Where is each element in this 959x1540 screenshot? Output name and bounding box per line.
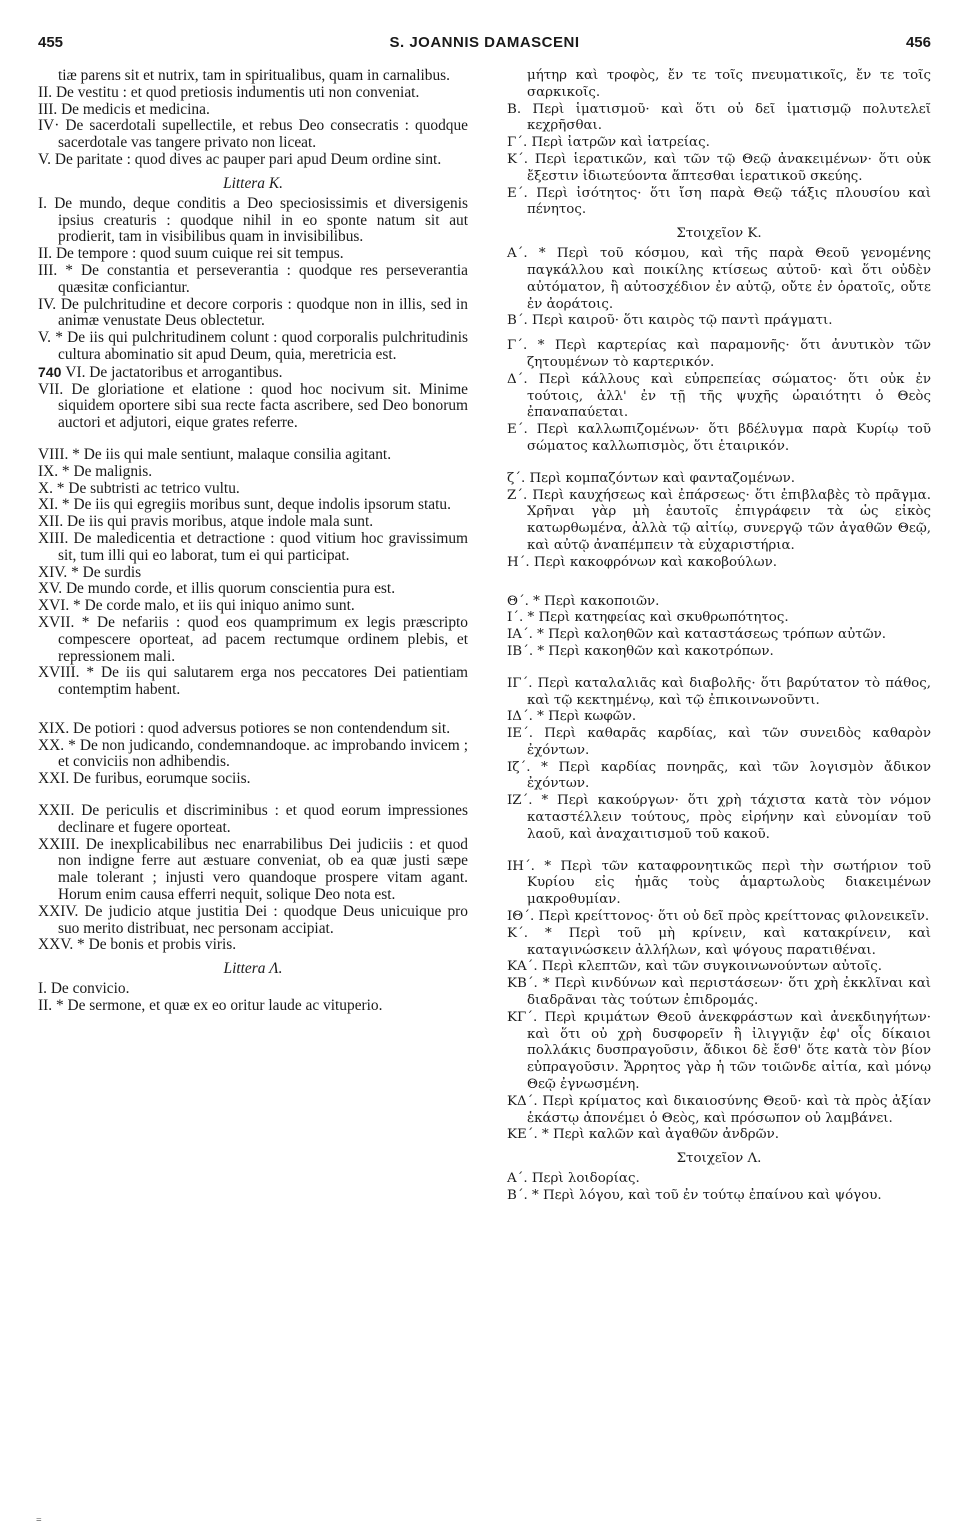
index-entry: XII. De iis qui pravis moribus, atque indole mala sunt. [38,513,374,531]
index-entry: I. De convicio. [38,980,130,998]
latin-block-7 [38,981,468,1015]
index-entry: XXV. * De bonis et probis viris. [38,936,237,954]
greek-block-2 [507,246,931,330]
index-entry: ΚΒ΄. * Περὶ κινδύνων καὶ περιστάσεων· ὅτι χρὴ ἐκκλῖναι καὶ διαδρᾶναι τὰς τούτων ἐπιδρομάς. [507,976,931,1009]
index-entry: Ιζ΄. * Περὶ καρδίας πονηρᾶς, καὶ τῶν λογισμὸν ἄδικον ἐχόντων. [507,759,931,792]
index-entry: XV. De mundo corde, et illis quorum conscientia pura est. [38,580,396,598]
left-page-number: 455 [38,34,64,51]
latin-heading-l: Littera Λ. [223,960,283,978]
index-entry: Γ΄. Περὶ ἰατρῶν καὶ ἰατρείας. [507,135,710,151]
index-entry: Ι΄. * Περὶ κατηφείας καὶ σκυθρωπότητος. [507,610,789,626]
index-entry: Β΄. * Περὶ λόγου, καὶ τοῦ ἐν τούτῳ ἐπαίνου καὶ ψόγου. [507,1188,882,1204]
right-page-number: 456 [905,34,931,51]
latin-entry-vi [38,364,468,382]
latin-block-6 [38,803,468,954]
latin-block-1 [38,68,468,169]
index-entry: ΚΔ΄. Περὶ κρίματος καὶ δικαιοσύνης Θεοῦ· καὶ τὰ πρὸς ἀξίαν ἑκάστῳ ἀπονέμει ὁ Θεὸς, καὶ πρόσωπον οὐ λαμβάνει. [507,1093,931,1126]
index-entry: Θ΄. * Περὶ κακοποιῶν. [507,593,660,609]
index-entry: ΙΖ΄. * Περὶ κακούργων· ὅτι χρὴ τάχιστα κατὰ τὸν νόμον καταστέλλειν τούτους, πρὸς εἰρήνην καὶ εὐνομίαν τοῦ λαοῦ, καὶ ἀναχαιτισμοῦ τοῦ κακοῦ. [507,793,931,842]
spacer [507,330,931,338]
greek-block-5 [507,594,931,661]
index-entry: X. * De subtristi ac tetrico vultu. [38,479,240,497]
index-entry: IV· De sacerdotali supellectile, et rebus Deo consecratis : quodque sacerdotale vas tangere privato non liceat. [38,117,468,152]
index-entry: III. * De constantia et perseverantia : quodque res perseverantia quæsitæ conficiantur. [38,261,468,296]
index-entry: Δ΄. Περὶ κάλλους καὶ εὐπρεπείας σώματος· ὅτι οὐκ ἐν τούτοις, ἀλλ' ἐν τῇ τῆς ψυχῆς ὡραιότητι ὁ Θεὸς ἐπαναπαύεται. [507,371,931,421]
index-entry: II. * De sermone, et quæ ex eo oritur laude ac vituperio. [38,997,383,1015]
index-entry: III. De medicis et medicina. [38,100,210,118]
index-entry: VIII. * De iis qui male sentiunt, malaque consilia agitant. [38,445,392,463]
index-entry: ΚΑ΄. Περὶ κλεπτῶν, καὶ τῶν συγκοινωνούντων αὐτοῖς. [507,959,882,975]
index-entry: XXII. De periculis et discriminibus : et quod eorum impressiones declinare et fugere oporteat. [38,802,468,836]
index-entry: Κ΄. Περὶ ἱερατικῶν, καὶ τῶν τῷ Θεῷ ἀνακειμένων· ὅτι οὐκ ἔξεστιν ἰδιωτεύοντα ἅπτεσθαι ἱερατικοῦ σκεύης. [507,151,931,184]
index-entry: XXI. De furibus, eorumque sociis. [38,770,251,788]
footer-mark: = [36,1515,42,1526]
marginal-number: 740 [38,363,62,380]
greek-block-3 [507,338,931,456]
index-entry: Ε΄. Περὶ καλλωπιζομένων· ὅτι βδέλυγμα παρὰ Κυρίῳ τοῦ σώματος καλλωπισμὸς, ὅτι ἑταιρικόν. [507,422,931,454]
greek-block-4 [507,471,931,572]
latin-entry-text: VI. De jactatoribus et arrogantibus. [65,363,283,381]
greek-block-1 [507,68,931,219]
index-entry: ΙΗ΄. * Περὶ τῶν καταφρονητικῶς περὶ τὴν σωτήριον τοῦ Κυρίου εἰς ἡμᾶς τοὺς ἁμαρτωλοὺς διακειμένων μακροθυμίαν. [507,858,931,908]
index-entry: Ζ΄. Περὶ καυχήσεως καὶ ἐπάρσεως· ὅτι ἐπιβλαβὲς τὸ πρᾶγμα. Χρῆναι γὰρ μὴ ἑαυτοῖς ἐπιγράφειν τὰ ὡς εἰκὸς κατωρθωμένα, ἀλλὰ τῷ αἰτίῳ, συνεργῷ τῶν ἀγαθῶν Θεῷ, καὶ αὐτῷ ἀναπέμπειν τὰ εὐχαριστήρια. [507,487,931,553]
index-entry: tiæ parens sit et nutrix, tam in spiritualibus, quam in carnalibus. [58,67,450,84]
index-entry: IV. De pulchritudine et decore corporis : quodque non in illis, sed in animæ venustate Deus oblectetur. [38,295,468,330]
index-entry: VII. De gloriatione et elatione : quod hoc nocivum sit. Minime siquidem oportere sibi sua recte facta ascribere, sed Deo bonorum auctori et adjutori, eique grates referre. [38,380,468,432]
spacer [38,432,468,447]
index-entry: V. De paritate : quod dives ac pauper pari apud Deum ordine sint. [38,150,442,168]
index-entry: ΙΕ΄. Περὶ καθαρᾶς καρδίας, καὶ τῶν συνειδὸς καθαρὸν ἐχόντων. [507,726,931,758]
index-entry: Ε΄. Περὶ ἰσότητος· ὅτι ἴση παρὰ Θεῷ τάξις πλουσίου καὶ πένητος. [507,185,931,218]
index-entry: Α΄. * Περὶ τοῦ κόσμου, καὶ τῆς παρὰ Θεοῦ γενομένης παγκάλλου καὶ ποικίλης κτίσεως αὐτοῦ· καὶ ὅτι οὐδὲν αὐτόματον, ἢ αὐτοσχέδιον ἐν αὐτῷ, οὔτε ἐν ὁρατοῖς, οὔτε ἐν ἀοράτοις. [507,246,931,312]
index-entry: IX. * De malignis. [38,462,153,480]
latin-block-3 [38,382,468,432]
greek-heading-l: Στοιχεῖον Λ. [676,1151,762,1167]
spacer [507,572,931,594]
latin-block-5 [38,721,468,788]
index-entry: II. De tempore : quod suum cuique rei sit tempus. [38,245,344,263]
index-entry: ζ΄. Περὶ κομπαζόντων καὶ φανταζομένων. [507,470,795,486]
spacer [507,844,931,859]
index-entry: XXIV. De judicio atque justitia Dei : quodque Deus unicuique pro suo merito distribuat, nec personam accipiat. [38,902,468,937]
spacer [38,699,468,721]
page-header [38,34,931,58]
index-entry: II. De vestitu : et quod pretiosis indumentis uti non conveniat. [38,83,420,101]
latin-block-2 [38,196,468,364]
index-entry: XVIII. * De iis qui salutarem erga nos peccatores Dei patientiam contemptim habent. [38,664,468,699]
index-entry: Β΄. Περὶ καιροῦ· ὅτι καιρὸς τῷ παντὶ πράγματι. [507,313,833,329]
greek-block-7 [507,859,931,1145]
spacer [507,661,931,676]
index-entry: XIX. De potiori : quod adversus potiores se non contendendum sit. [38,719,451,737]
index-entry: XI. * De iis qui egregiis moribus sunt, deque indolis ipsorum statu. [38,496,451,514]
index-entry: V. * De iis qui pulchritudinem colunt : quod corporalis pulchritudinis cultura abominatio sit apud Deum, quia, meretricia est. [38,329,468,363]
latin-heading-k: Littera K. [223,174,283,192]
greek-column [507,68,931,1205]
index-entry: XIV. * De surdis [38,563,142,581]
index-entry: I. De mundo, deque conditis a Deo speciosissimis et diversigenis ipsius creaturis : quodque nihil in eo sponte natum sit aut prodierit, tam in visibilibus quam in invisibilibus. [38,194,468,246]
index-entry: ΚΓ΄. Περὶ κριμάτων Θεοῦ ἀνεκφράστων καὶ ἀνεκδιηγήτων· καὶ ὅτι οὐ χρὴ δυσφορεῖν ἢ ἰλιγγιᾷν ἐφ' οἷς δίκαιοι πολλάκις δυσπραγοῦσιν, ἄδικοι δὲ ἔσθ' ὅτε κατὰ τὸν βίον εὐπραγοῦσιν. Ἄρρητος γὰρ ἡ τῶν τοιῶνδε αἰτία, καὶ μόνῳ Θεῷ ἐγνωσμένη. [507,1009,931,1093]
index-entry: ΚΕ΄. * Περὶ καλῶν καὶ ἀγαθῶν ἀνδρῶν. [507,1127,779,1143]
greek-block-8 [507,1171,931,1205]
index-entry: ΙΒ΄. * Περὶ κακοηθῶν καὶ κακοτρόπων. [507,643,774,659]
index-entry: Κ΄. * Περὶ τοῦ μὴ κρίνειν, καὶ κατακρίνειν, καὶ καταγινώσκειν ἀλλήλων, καὶ ψόγους παρατιθέναι. [507,925,931,958]
index-entry: ΙΑ΄. * Περὶ καλοηθῶν καὶ καταστάσεως τρόπων αὐτῶν. [507,627,886,643]
index-entry: ΙΔ΄. * Περὶ κωφῶν. [507,709,637,725]
greek-block-6 [507,676,931,844]
spacer [507,456,931,471]
latin-column [38,68,468,1015]
index-entry: μήτηρ καὶ τροφὸς, ἔν τε τοῖς πνευματικοῖς, ἔν τε τοῖς σαρκικοῖς. [527,68,931,100]
index-entry: XVII. * De nefariis : quod eos quamprimum ex legis præscripto compescere oporteat, ad pacem rectumque ordinem plebis, et repressionem mali. [38,613,468,665]
index-entry: XXIII. De inexplicabilibus nec enarrabilibus Dei judiciis : et quod non indigne ferre aut æstuare conveniat, ob ea quæ justi sæpe male tolerant ; injusti vero quandoque prospere vitam agant. Horum enim causa efferri nequit, solique Deo nota est. [38,835,468,904]
index-entry: ΙΘ΄. Περὶ κρείττονος· ὅτι οὐ δεῖ πρὸς κρείττονας φιλονεικεῖν. [507,909,930,925]
index-entry: Η΄. Περὶ κακοφρόνων καὶ κακοβούλων. [507,554,777,570]
index-entry: Γ΄. * Περὶ καρτερίας καὶ παραμονῆς· ὅτι ἀνυτικὸν τῶν ζητουμένων τὸ καρτερικόν. [507,338,931,370]
index-entry: XVI. * De corde malo, et iis qui iniquo animo sunt. [38,597,355,615]
index-entry: XIII. De maledicentia et detractione : quod vitium hoc gravissimum sit, tum illi qui eo laborat, tum ei qui participat. [38,529,468,564]
index-entry: Α΄. Περὶ λοιδορίας. [507,1171,640,1187]
index-entry: ΙΓ΄. Περὶ καταλαλιᾶς καὶ διαβολῆς· ὅτι βαρύτατον τὸ πάθος, καὶ τῷ κεκτημένῳ, καὶ τῷ ἐπικοινωνοῦντι. [507,675,931,708]
latin-block-4 [38,447,468,699]
index-entry: XX. * De non judicando, condemnandoque. ac improbando invicem ; et conviciis non adhibendis. [38,736,468,771]
greek-heading-k: Στοιχεῖον Κ. [676,226,762,242]
running-title: S. JOANNIS DAMASCENI [389,34,580,51]
spacer [38,788,468,803]
index-entry: Β. Περὶ ἱματισμοῦ· καὶ ὅτι οὐ δεῖ ἱματισμῷ πολυτελεῖ κεχρῆσθαι. [507,101,931,134]
